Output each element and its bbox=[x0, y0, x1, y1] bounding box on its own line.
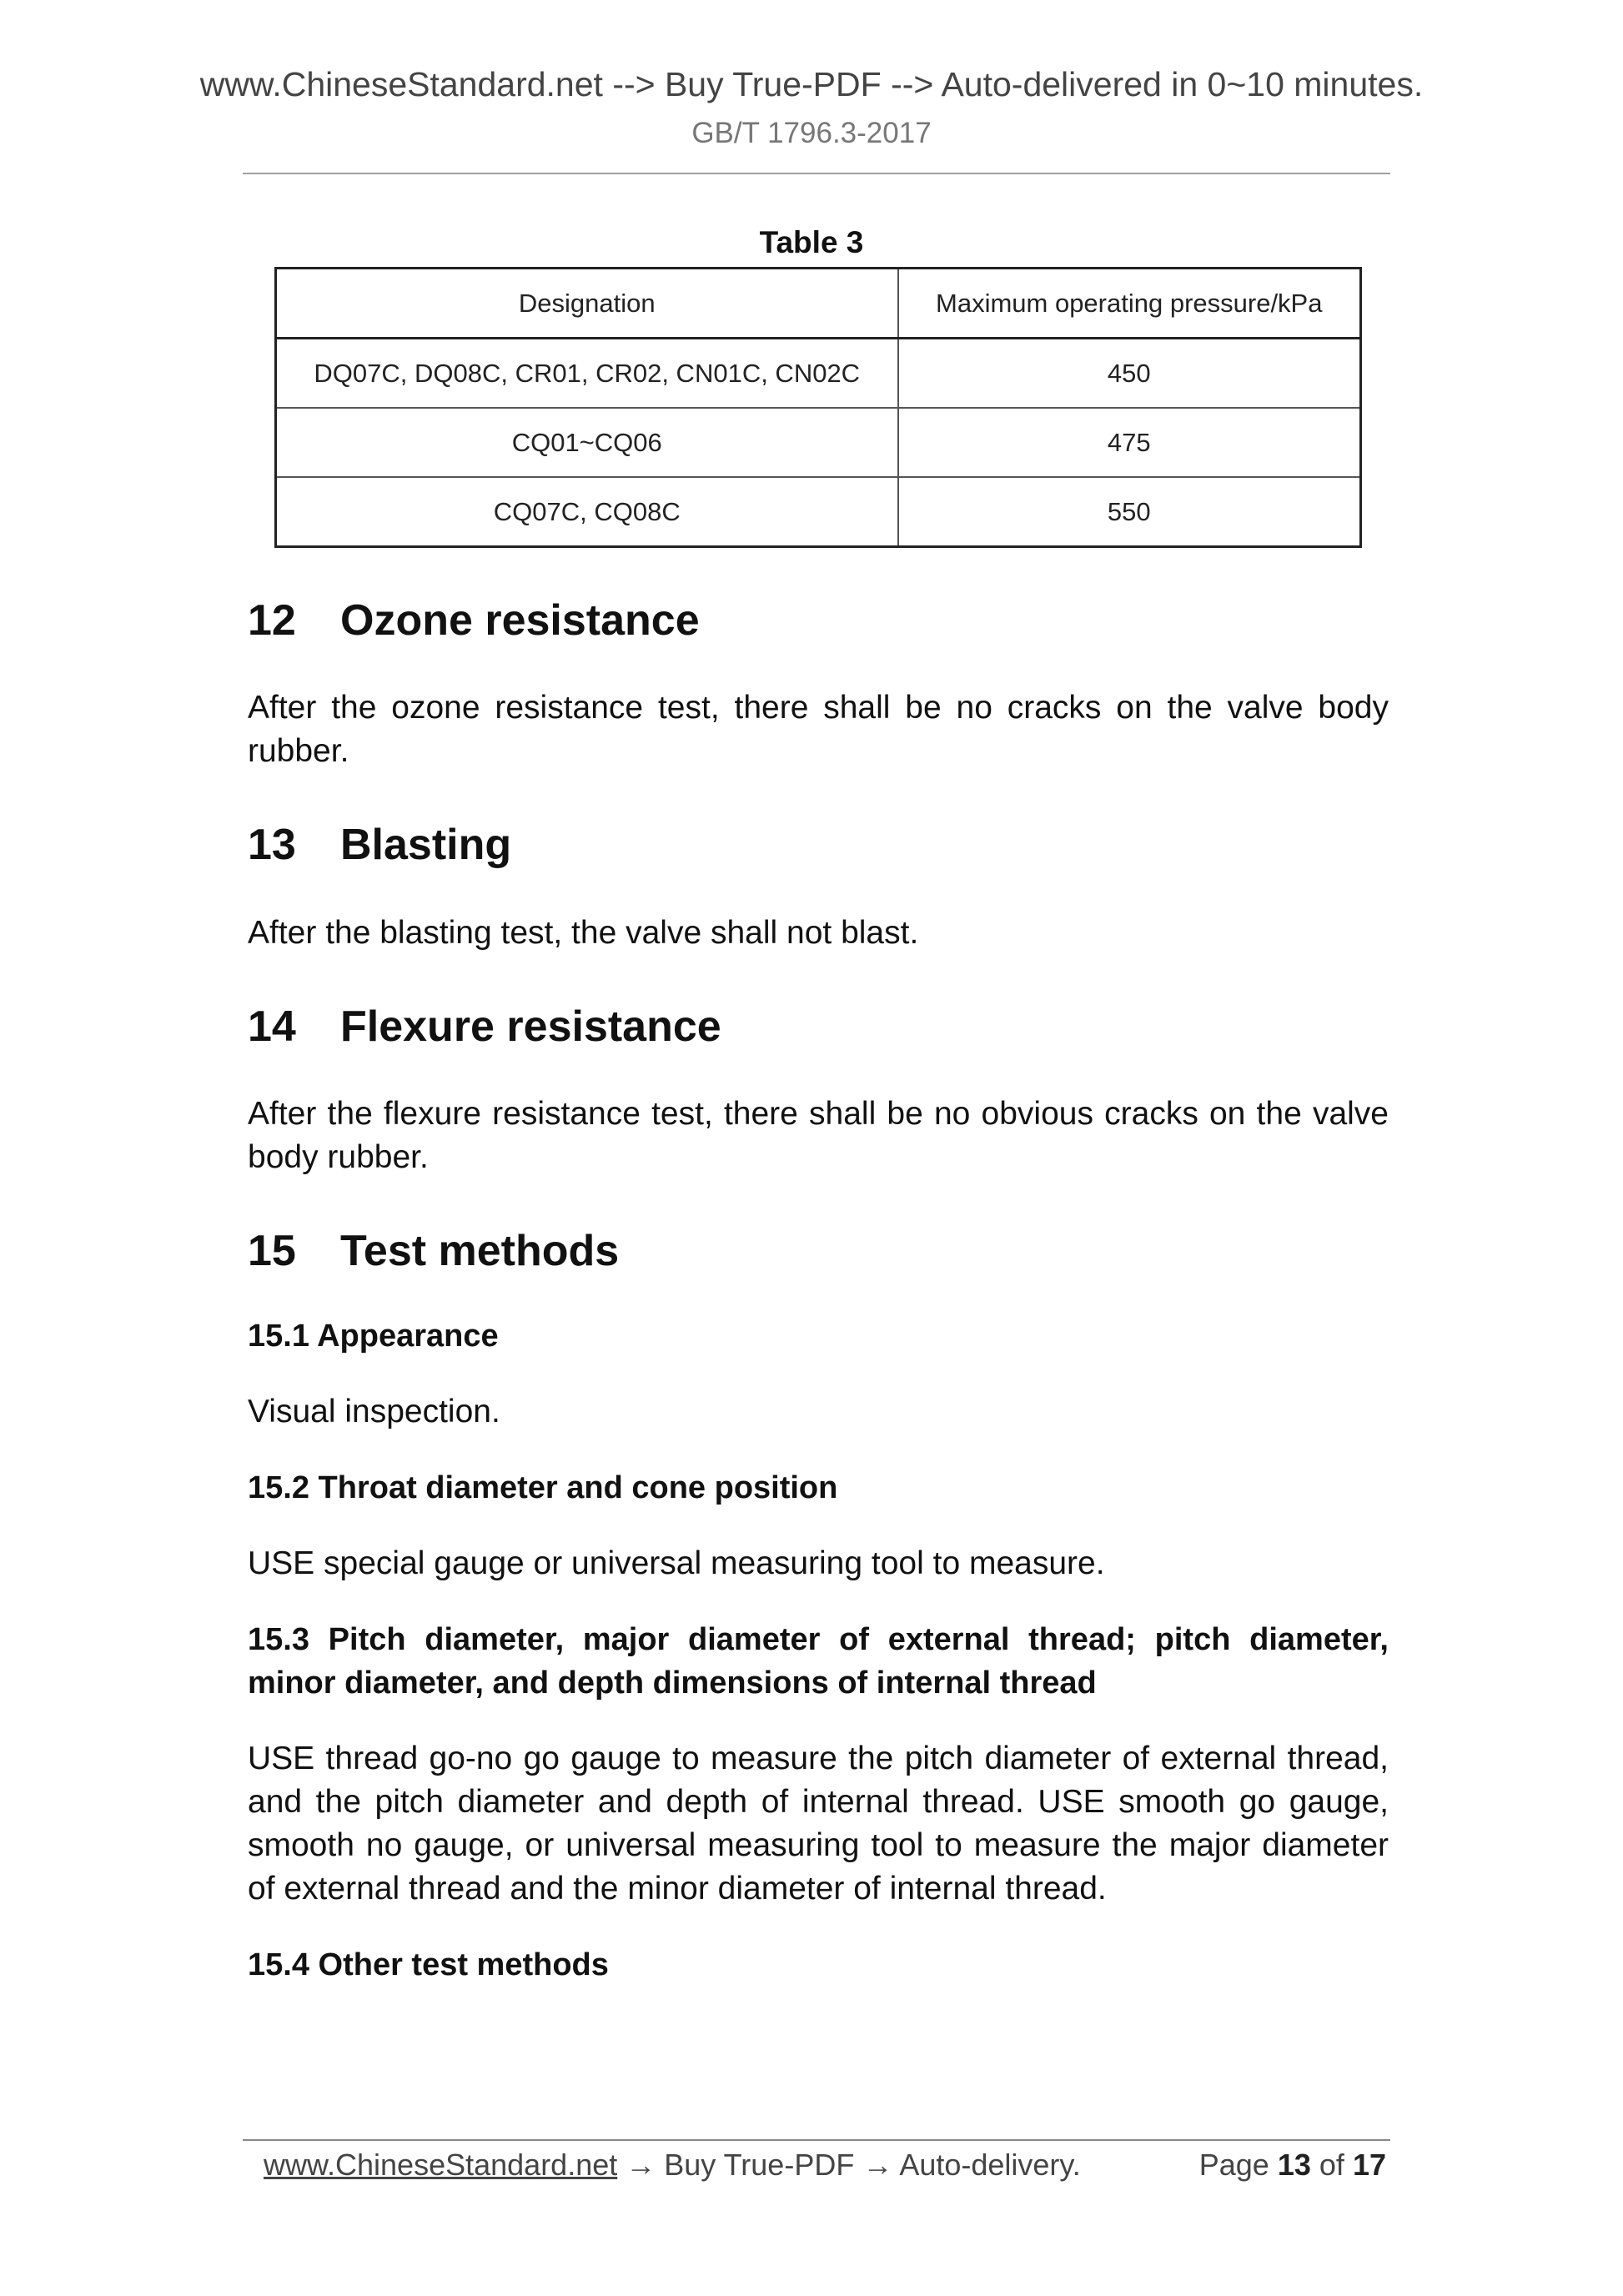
page-footer bbox=[264, 2142, 1386, 2188]
section-paragraph: After the flexure resistance test, there shall be no obvious cracks on the valve body rubber. bbox=[248, 1096, 1389, 1176]
footer-divider bbox=[243, 2139, 1390, 2141]
total-pages-number: 17 bbox=[1352, 2148, 1386, 2182]
table-row bbox=[276, 408, 1361, 477]
section-heading-ozone-resistance bbox=[248, 595, 1389, 646]
section-number: 15 bbox=[248, 1227, 296, 1276]
section-paragraph: After the blasting test, the valve shall not blast. bbox=[248, 914, 919, 951]
subsection-heading-thread-dimensions: 15.3 Pitch diameter, major diameter of external thread; pitch diameter, minor diameter, and depth dimensions of internal thread bbox=[248, 1621, 1389, 1701]
section-heading-test-methods bbox=[248, 1225, 1389, 1277]
table-header-row bbox=[276, 269, 1361, 339]
subsection-paragraph: USE thread go-no go gauge to measure the pitch diameter of external thread, and the pitch diameter and depth of internal thread. USE smooth go gauge, smooth no gauge, or universal measuring tool to measure the major diameter of external thread and the minor diameter of internal thread. bbox=[248, 1740, 1389, 1907]
subsection-heading-other-test-methods: 15.4 Other test methods bbox=[248, 1947, 609, 1982]
table-title: Table 3 bbox=[759, 225, 864, 259]
header-divider bbox=[243, 173, 1390, 174]
page-indicator bbox=[1199, 2142, 1386, 2188]
pressure-table bbox=[274, 267, 1362, 548]
section-title: Ozone resistance bbox=[340, 596, 700, 645]
page-label: Page bbox=[1198, 2148, 1269, 2182]
subsection-paragraph: USE special gauge or universal measuring tool to measure. bbox=[248, 1545, 1105, 1581]
table-row bbox=[276, 477, 1361, 547]
footer-promo bbox=[264, 2142, 1081, 2188]
table-cell-designation: CQ01~CQ06 bbox=[276, 408, 898, 477]
current-page-number: 13 bbox=[1277, 2148, 1311, 2182]
table-cell-pressure: 475 bbox=[898, 408, 1361, 477]
table-cell-designation: DQ07C, DQ08C, CR01, CR02, CN01C, CN02C bbox=[276, 339, 898, 409]
footer-website-link[interactable]: www.ChineseStandard.net bbox=[264, 2148, 618, 2182]
subsection-heading-throat-diameter: 15.2 Throat diameter and cone position bbox=[248, 1470, 838, 1505]
section-number: 12 bbox=[248, 596, 296, 645]
section-title: Test methods bbox=[340, 1227, 620, 1276]
table-cell-pressure: 450 bbox=[898, 339, 1361, 409]
section-title: Flexure resistance bbox=[340, 1002, 721, 1051]
section-number: 14 bbox=[248, 1002, 296, 1051]
table-row bbox=[276, 339, 1361, 409]
section-heading-blasting bbox=[248, 819, 1389, 871]
document-body bbox=[248, 584, 1389, 1987]
table-cell-designation: CQ07C, CQ08C bbox=[276, 477, 898, 547]
section-paragraph: After the ozone resistance test, there shall be no cracks on the valve body rubber. bbox=[248, 690, 1389, 770]
subsection-heading-appearance: 15.1 Appearance bbox=[248, 1318, 499, 1354]
column-header-designation: Designation bbox=[276, 269, 898, 339]
standard-code: GB/T 1796.3-2017 bbox=[691, 117, 932, 149]
footer-promo-text: → Buy True-PDF → Auto-delivery. bbox=[617, 2148, 1081, 2182]
header-banner: www.ChineseStandard.net --> Buy True-PDF --> Auto-delivered in 0~10 minutes. bbox=[199, 65, 1424, 103]
table-cell-pressure: 550 bbox=[898, 477, 1361, 547]
section-title: Blasting bbox=[340, 821, 512, 870]
subsection-paragraph: Visual inspection. bbox=[248, 1393, 500, 1429]
column-header-max-pressure: Maximum operating pressure/kPa bbox=[898, 269, 1361, 339]
of-label: of bbox=[1319, 2148, 1344, 2182]
section-number: 13 bbox=[248, 821, 296, 870]
section-heading-flexure-resistance bbox=[248, 1001, 1389, 1053]
